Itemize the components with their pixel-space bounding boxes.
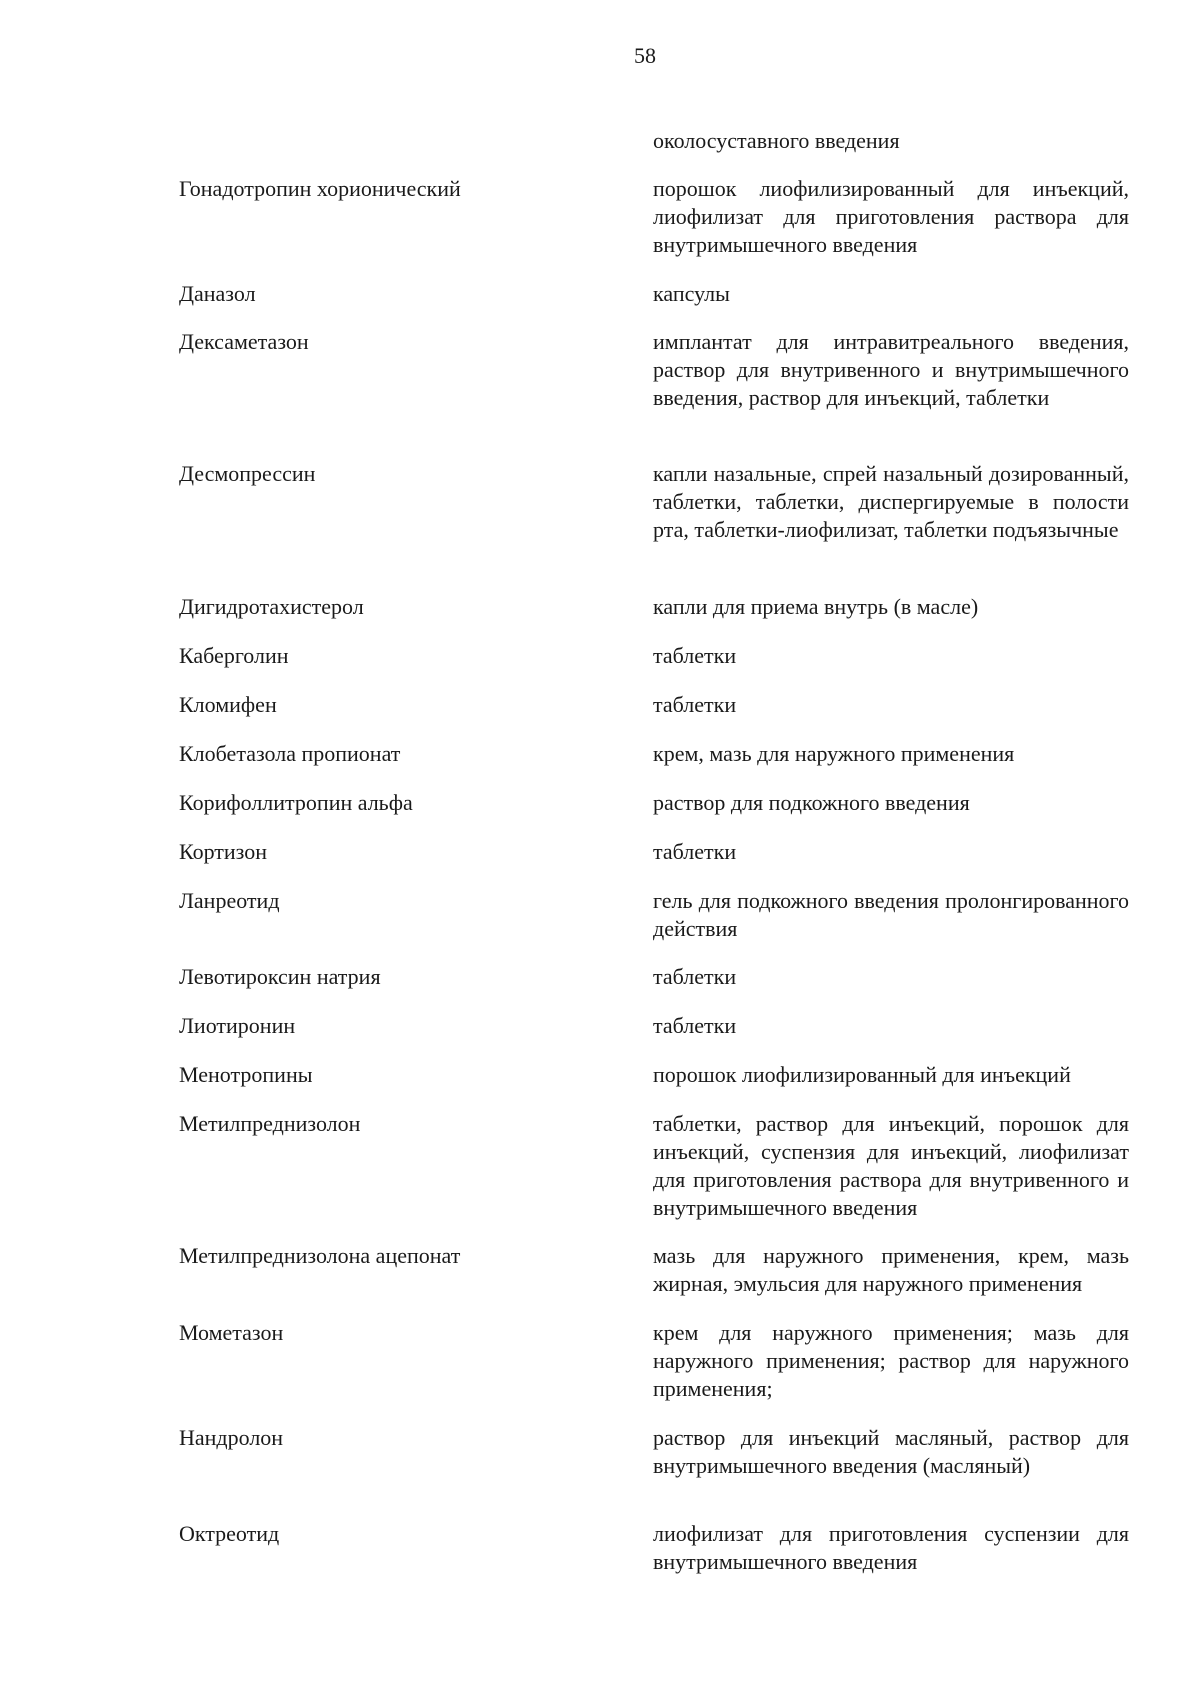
drug-name: Дигидротахистерол	[179, 594, 364, 619]
drug-name: Корифоллитропин альфа	[179, 790, 413, 815]
drug-name: Каберголин	[179, 643, 289, 668]
dosage-form: таблетки	[653, 964, 737, 989]
drug-name: Клобетазола пропионат	[179, 741, 401, 766]
drug-name: Кломифен	[179, 692, 277, 717]
dosage-form: гель для подкожного введения пролонгированного действия	[653, 888, 1129, 941]
dosage-form: таблетки, раствор для инъекций, порошок для инъекций, суспензия для инъекций, лиофилизат для приготовления раствора для внутривенного и внутримышечного введения	[653, 1111, 1129, 1220]
dosage-form: таблетки	[653, 643, 737, 668]
drug-name: Кортизон	[179, 839, 268, 864]
drug-name: Менотропины	[179, 1062, 313, 1087]
drug-name: Нандролон	[179, 1425, 284, 1450]
drug-name: Лиотиронин	[179, 1013, 296, 1038]
drug-name: Левотироксин натрия	[179, 964, 381, 989]
dosage-form: мазь для наружного применения, крем, мазь жирная, эмульсия для наружного применения	[653, 1243, 1129, 1296]
dosage-form: порошок лиофилизированный для инъекций	[653, 1062, 1071, 1087]
dosage-form: капли для приема внутрь (в масле)	[653, 594, 979, 619]
dosage-form: крем, мазь для наружного применения	[653, 741, 1015, 766]
dosage-form: капсулы	[653, 281, 730, 306]
dosage-form: лиофилизат для приготовления суспензии для внутримышечного введения	[653, 1521, 1129, 1574]
dosage-form: раствор для инъекций масляный, раствор для внутримышечного введения (масляный)	[653, 1425, 1129, 1478]
dosage-form: таблетки	[653, 692, 737, 717]
dosage-form: околосуставного введения	[653, 128, 900, 153]
drug-name: Метилпреднизолон	[179, 1111, 361, 1136]
drug-name: Мометазон	[179, 1320, 284, 1345]
drug-name: Октреотид	[179, 1521, 280, 1546]
drug-name: Ланреотид	[179, 888, 280, 913]
dosage-form: крем для наружного применения; мазь для наружного применения; раствор для наружного применения;	[653, 1320, 1129, 1401]
drug-name: Метилпреднизолона ацепонат	[179, 1243, 461, 1268]
dosage-form: таблетки	[653, 839, 737, 864]
drug-name: Гонадотропин хорионический	[179, 176, 461, 201]
dosage-form: раствор для подкожного введения	[653, 790, 970, 815]
dosage-form: таблетки	[653, 1013, 737, 1038]
drug-name: Даназол	[179, 281, 256, 306]
drug-name: Дексаметазон	[179, 329, 309, 354]
page-number: 58	[634, 43, 656, 68]
dosage-form: капли назальные, спрей назальный дозированный, таблетки, таблетки, диспергируемые в полости рта, таблетки-лиофилизат, таблетки подъязычные	[653, 461, 1129, 542]
dosage-form: имплантат для интравитреального введения, раствор для внутривенного и внутримышечного введения, раствор для инъекций, таблетки	[653, 329, 1129, 410]
dosage-form: порошок лиофилизированный для инъекций, лиофилизат для приготовления раствора для внутримышечного введения	[653, 176, 1129, 257]
drug-name: Десмопрессин	[179, 461, 316, 486]
